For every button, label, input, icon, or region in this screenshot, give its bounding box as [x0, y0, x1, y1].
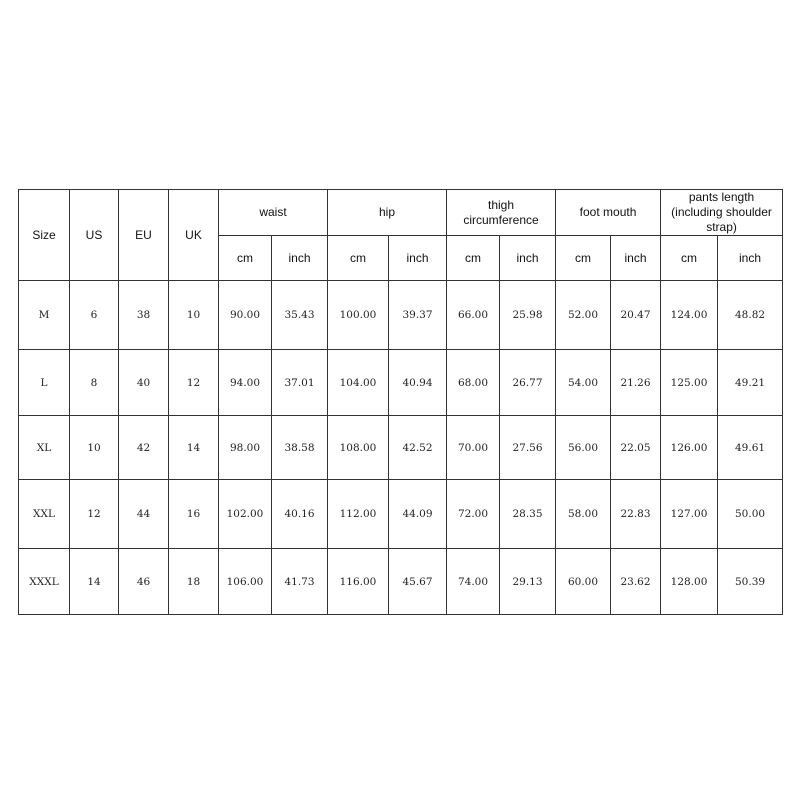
table-cell: 128.00: [661, 549, 718, 615]
table-cell: 52.00: [556, 281, 611, 350]
header-size: Size: [19, 190, 70, 281]
table-cell: 41.73: [272, 549, 328, 615]
size-chart-table: [18, 189, 783, 615]
size-label-cell: XL: [19, 416, 70, 480]
table-cell: 60.00: [556, 549, 611, 615]
table-cell: 44.09: [389, 480, 447, 549]
table-cell: 127.00: [661, 480, 718, 549]
table-cell: 124.00: [661, 281, 718, 350]
table-cell: 40.16: [272, 480, 328, 549]
header-row-groups: [19, 190, 783, 236]
header-foot-mouth: foot mouth: [556, 190, 661, 236]
table-cell: 27.56: [500, 416, 556, 480]
table-cell: 16: [169, 480, 219, 549]
table-cell: 98.00: [219, 416, 272, 480]
table-row: [19, 281, 783, 350]
table-cell: 94.00: [219, 350, 272, 416]
table-row: [19, 480, 783, 549]
unit-header: inch: [611, 236, 661, 281]
table-cell: 38.58: [272, 416, 328, 480]
header-thigh-circumference: thigh circumference: [447, 190, 556, 236]
table-cell: 22.05: [611, 416, 661, 480]
table-cell: 37.01: [272, 350, 328, 416]
table-cell: 12: [70, 480, 119, 549]
unit-header: cm: [328, 236, 389, 281]
table-cell: 58.00: [556, 480, 611, 549]
header-uk: UK: [169, 190, 219, 281]
header-us: US: [70, 190, 119, 281]
size-label-cell: XXXL: [19, 549, 70, 615]
table-cell: 45.67: [389, 549, 447, 615]
table-cell: 102.00: [219, 480, 272, 549]
table-cell: 40: [119, 350, 169, 416]
table-cell: 10: [70, 416, 119, 480]
table-cell: 50.00: [718, 480, 783, 549]
table-cell: 100.00: [328, 281, 389, 350]
size-label-cell: L: [19, 350, 70, 416]
table-cell: 46: [119, 549, 169, 615]
table-cell: 26.77: [500, 350, 556, 416]
table-cell: 14: [70, 549, 119, 615]
table-cell: 10: [169, 281, 219, 350]
table-row: [19, 350, 783, 416]
table-cell: 125.00: [661, 350, 718, 416]
size-label-cell: XXL: [19, 480, 70, 549]
table-cell: 28.35: [500, 480, 556, 549]
unit-header: cm: [219, 236, 272, 281]
unit-header: inch: [500, 236, 556, 281]
unit-header: cm: [556, 236, 611, 281]
table-cell: 49.61: [718, 416, 783, 480]
header-pants-length: pants length (including shoulder strap): [661, 190, 783, 236]
table-cell: 29.13: [500, 549, 556, 615]
table-cell: 6: [70, 281, 119, 350]
table-body: [19, 281, 783, 615]
unit-header: inch: [718, 236, 783, 281]
table-cell: 18: [169, 549, 219, 615]
unit-header: inch: [272, 236, 328, 281]
table-cell: 126.00: [661, 416, 718, 480]
unit-header: cm: [661, 236, 718, 281]
table-cell: 42.52: [389, 416, 447, 480]
table-cell: 39.37: [389, 281, 447, 350]
table-cell: 66.00: [447, 281, 500, 350]
table-cell: 104.00: [328, 350, 389, 416]
table-cell: 21.26: [611, 350, 661, 416]
header-hip: hip: [328, 190, 447, 236]
table-cell: 35.43: [272, 281, 328, 350]
table-cell: 44: [119, 480, 169, 549]
table-cell: 72.00: [447, 480, 500, 549]
table-cell: 40.94: [389, 350, 447, 416]
size-label-cell: M: [19, 281, 70, 350]
table-cell: 108.00: [328, 416, 389, 480]
table-cell: 50.39: [718, 549, 783, 615]
table-cell: 90.00: [219, 281, 272, 350]
table-row: [19, 549, 783, 615]
unit-header: cm: [447, 236, 500, 281]
table-cell: 49.21: [718, 350, 783, 416]
table-cell: 42: [119, 416, 169, 480]
table-cell: 38: [119, 281, 169, 350]
unit-header: inch: [389, 236, 447, 281]
table-cell: 68.00: [447, 350, 500, 416]
table-cell: 112.00: [328, 480, 389, 549]
table-cell: 48.82: [718, 281, 783, 350]
table-cell: 20.47: [611, 281, 661, 350]
header-eu: EU: [119, 190, 169, 281]
table-cell: 56.00: [556, 416, 611, 480]
table-cell: 22.83: [611, 480, 661, 549]
table-cell: 12: [169, 350, 219, 416]
table-cell: 54.00: [556, 350, 611, 416]
table-cell: 25.98: [500, 281, 556, 350]
table-cell: 116.00: [328, 549, 389, 615]
table-cell: 23.62: [611, 549, 661, 615]
table-cell: 14: [169, 416, 219, 480]
header-waist: waist: [219, 190, 328, 236]
table-cell: 74.00: [447, 549, 500, 615]
table-cell: 70.00: [447, 416, 500, 480]
table-row: [19, 416, 783, 480]
table-cell: 106.00: [219, 549, 272, 615]
table-cell: 8: [70, 350, 119, 416]
